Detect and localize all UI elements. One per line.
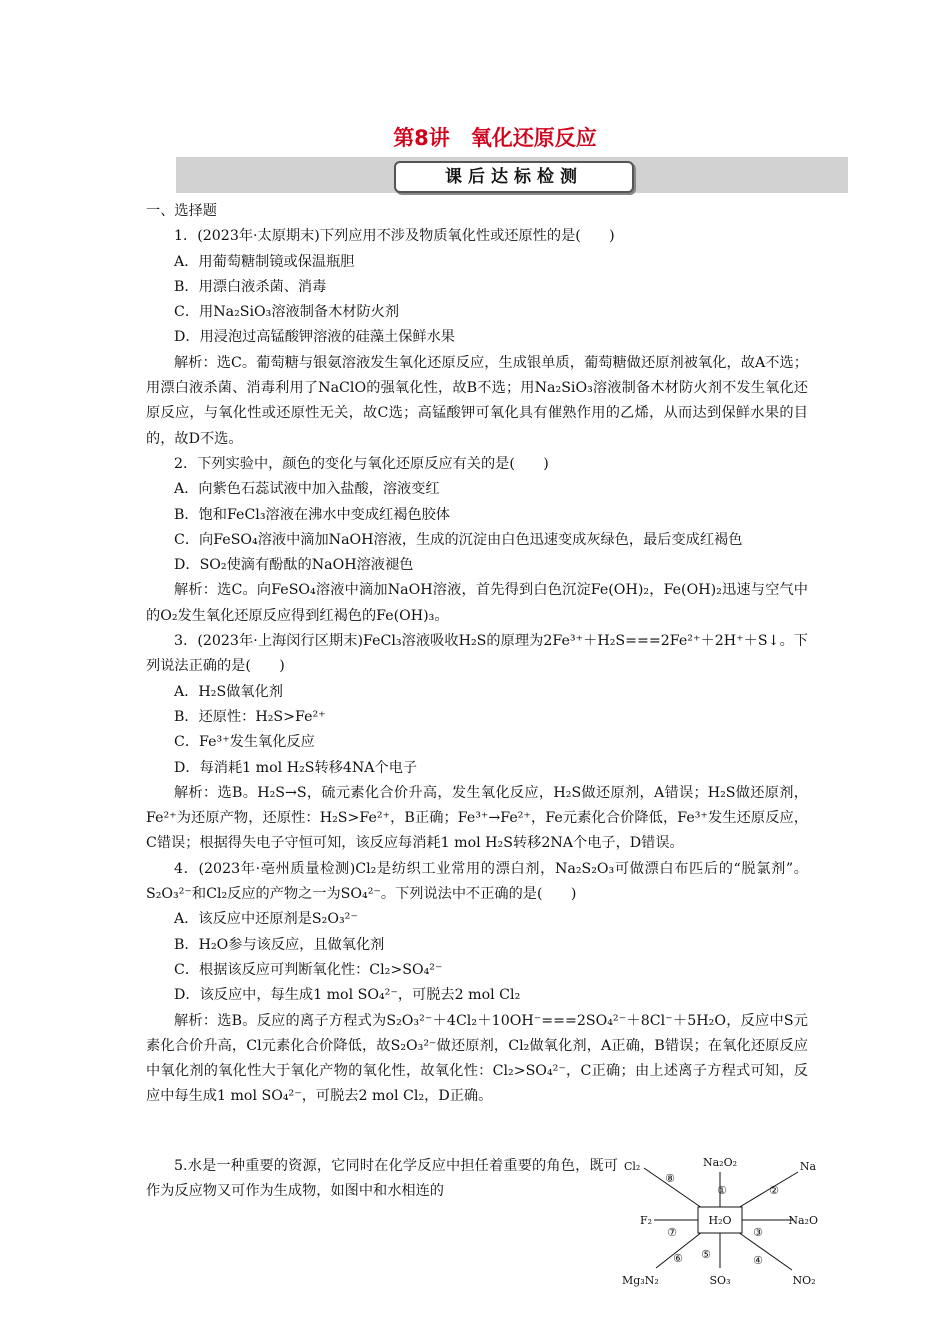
spoke-number: ⑦	[667, 1226, 677, 1239]
q3-analysis: 解析：选B。H₂S→S，硫元素化合价升高，发生氧化反应，H₂S做还原剂，A错误；H₂S做还原剂，Fe²⁺为还原产物，还原性：H₂S>Fe²⁺，B正确；Fe³⁺→Fe²⁺，Fe元素化合价降低，Fe³⁺发生还原反应，C错误；根据得失电子守恒可知，该反应每消耗1 mol H₂S转移2NA个电子，D错误。	[146, 784, 808, 852]
spoke-label: Na₂O	[788, 1214, 818, 1227]
q1-option-c: C．用Na₂SiO₃溶液制备木材防火剂	[174, 304, 400, 321]
q2-option-d: D．SO₂使滴有酚酞的NaOH溶液褪色	[174, 557, 414, 574]
q5-block	[146, 1154, 618, 1205]
spoke-label: SO₃	[709, 1274, 731, 1287]
spoke-label: Na	[799, 1160, 816, 1173]
banner-band	[176, 157, 848, 193]
spoke-label: Cl₂	[624, 1160, 641, 1173]
q3-option-b: B．还原性：H₂S>Fe²⁺	[174, 708, 326, 725]
section-heading: 一、选择题	[146, 203, 217, 219]
q1-option-d: D．用浸泡过高锰酸钾溶液的硅藻土保鲜水果	[174, 329, 455, 346]
spoke-number: ④	[753, 1254, 763, 1267]
water-reaction-diagram	[620, 1150, 820, 1290]
q4-option-d: D．该反应中，每生成1 mol SO₄²⁻，可脱去2 mol Cl₂	[174, 987, 521, 1004]
spoke-number: ⑤	[701, 1248, 711, 1261]
q1-analysis: 解析：选C。葡萄糖与银氨溶液发生氧化还原反应，生成银单质，葡萄糖做还原剂被氧化，故A不选；用漂白液杀菌、消毒利用了NaClO的强氧化性，故B不选；用Na₂SiO₃溶液制备木材防火剂不发生氧化还原反应，与氧化性或还原性无关，故C选；高锰酸钾可氧化具有催熟作用的乙烯，从而达到保鲜水果的目的，故D不选。	[146, 354, 808, 447]
q3-option-a: A．H₂S做氧化剂	[174, 683, 283, 700]
q4-option-a: A．该反应中还原剂是S₂O₃²⁻	[174, 911, 358, 928]
spoke-number: ①	[717, 1184, 727, 1197]
spoke-label: Na₂O₂	[702, 1156, 738, 1169]
diagram-center: H₂O	[708, 1214, 732, 1227]
q1-option-b: B．用漂白液杀菌、消毒	[174, 278, 327, 295]
page-title: 第8讲 氧化还原反应	[393, 126, 597, 150]
spoke-number: ⑧	[665, 1172, 675, 1185]
q2-option-b: B．饱和FeCl₃溶液在沸水中变成红褐色胶体	[174, 506, 450, 523]
q1-stem: 1．(2023年·太原期末)下列应用不涉及物质氧化性或还原性的是( )	[174, 228, 615, 245]
question-content	[146, 199, 808, 1110]
q4-option-c: C．根据该反应可判断氧化性：Cl₂>SO₄²⁻	[174, 961, 443, 978]
banner-label: 课后达标检测	[394, 161, 634, 193]
q3-stem: 3．(2023年·上海闵行区期末)FeCl₃溶液吸收H₂S的原理为2Fe³⁺＋H₂S===2Fe²⁺＋2H⁺＋S↓。下列说法正确的是( )	[146, 633, 808, 675]
spoke-label: F₂	[640, 1214, 653, 1227]
q4-stem: 4．(2023年·亳州质量检测)Cl₂是纺织工业常用的漂白剂，Na₂S₂O₃可做漂白布匹后的“脱氯剂”。S₂O₃²⁻和Cl₂反应的产物之一为SO₄²⁻。下列说法中不正确的是( )	[146, 860, 808, 903]
q3-option-c: C．Fe³⁺发生氧化反应	[174, 734, 315, 751]
q2-analysis: 解析：选C。向FeSO₄溶液中滴加NaOH溶液，首先得到白色沉淀Fe(OH)₂，Fe(OH)₂迅速与空气中的O₂发生氧化还原反应得到红褐色的Fe(OH)₃。	[146, 582, 808, 624]
q1-option-a: A．用葡萄糖制镜或保温瓶胆	[174, 253, 355, 270]
q4-analysis: 解析：选B。反应的离子方程式为S₂O₃²⁻＋4Cl₂＋10OH⁻===2SO₄²⁻＋8Cl⁻＋5H₂O，反应中S元素化合价升高，Cl元素化合价降低，故S₂O₃²⁻做还原剂，Cl₂做氧化剂，A正确，B错误；在氧化还原反应中氧化剂的氧化性大于氧化产物的氧化性，故氧化性：Cl₂>SO₄²⁻，C正确；由上述离子方程式可知，反应中每生成1 mol SO₄²⁻，可脱去2 mol Cl₂，D正确。	[146, 1012, 808, 1105]
spoke-number: ②	[769, 1184, 779, 1197]
spoke-label: NO₂	[792, 1274, 816, 1287]
q2-option-a: A．向紫色石蕊试液中加入盐酸，溶液变红	[174, 481, 440, 498]
q2-stem: 2．下列实验中，颜色的变化与氧化还原反应有关的是( )	[174, 455, 549, 472]
q2-option-c: C．向FeSO₄溶液中滴加NaOH溶液，生成的沉淀由白色迅速变成灰绿色，最后变成红褐色	[174, 531, 743, 548]
spoke-number: ③	[753, 1226, 763, 1239]
spoke-label: Mg₃N₂	[622, 1274, 659, 1287]
spoke-number: ⑥	[673, 1252, 683, 1265]
q5-stem: 5.水是一种重要的资源，它同时在化学反应中担任着重要的角色，既可作为反应物又可作为生成物，如图中和水相连的	[146, 1158, 618, 1200]
q3-option-d: D．每消耗1 mol H₂S转移4NA个电子	[174, 759, 418, 776]
q4-option-b: B．H₂O参与该反应，且做氧化剂	[174, 936, 385, 953]
